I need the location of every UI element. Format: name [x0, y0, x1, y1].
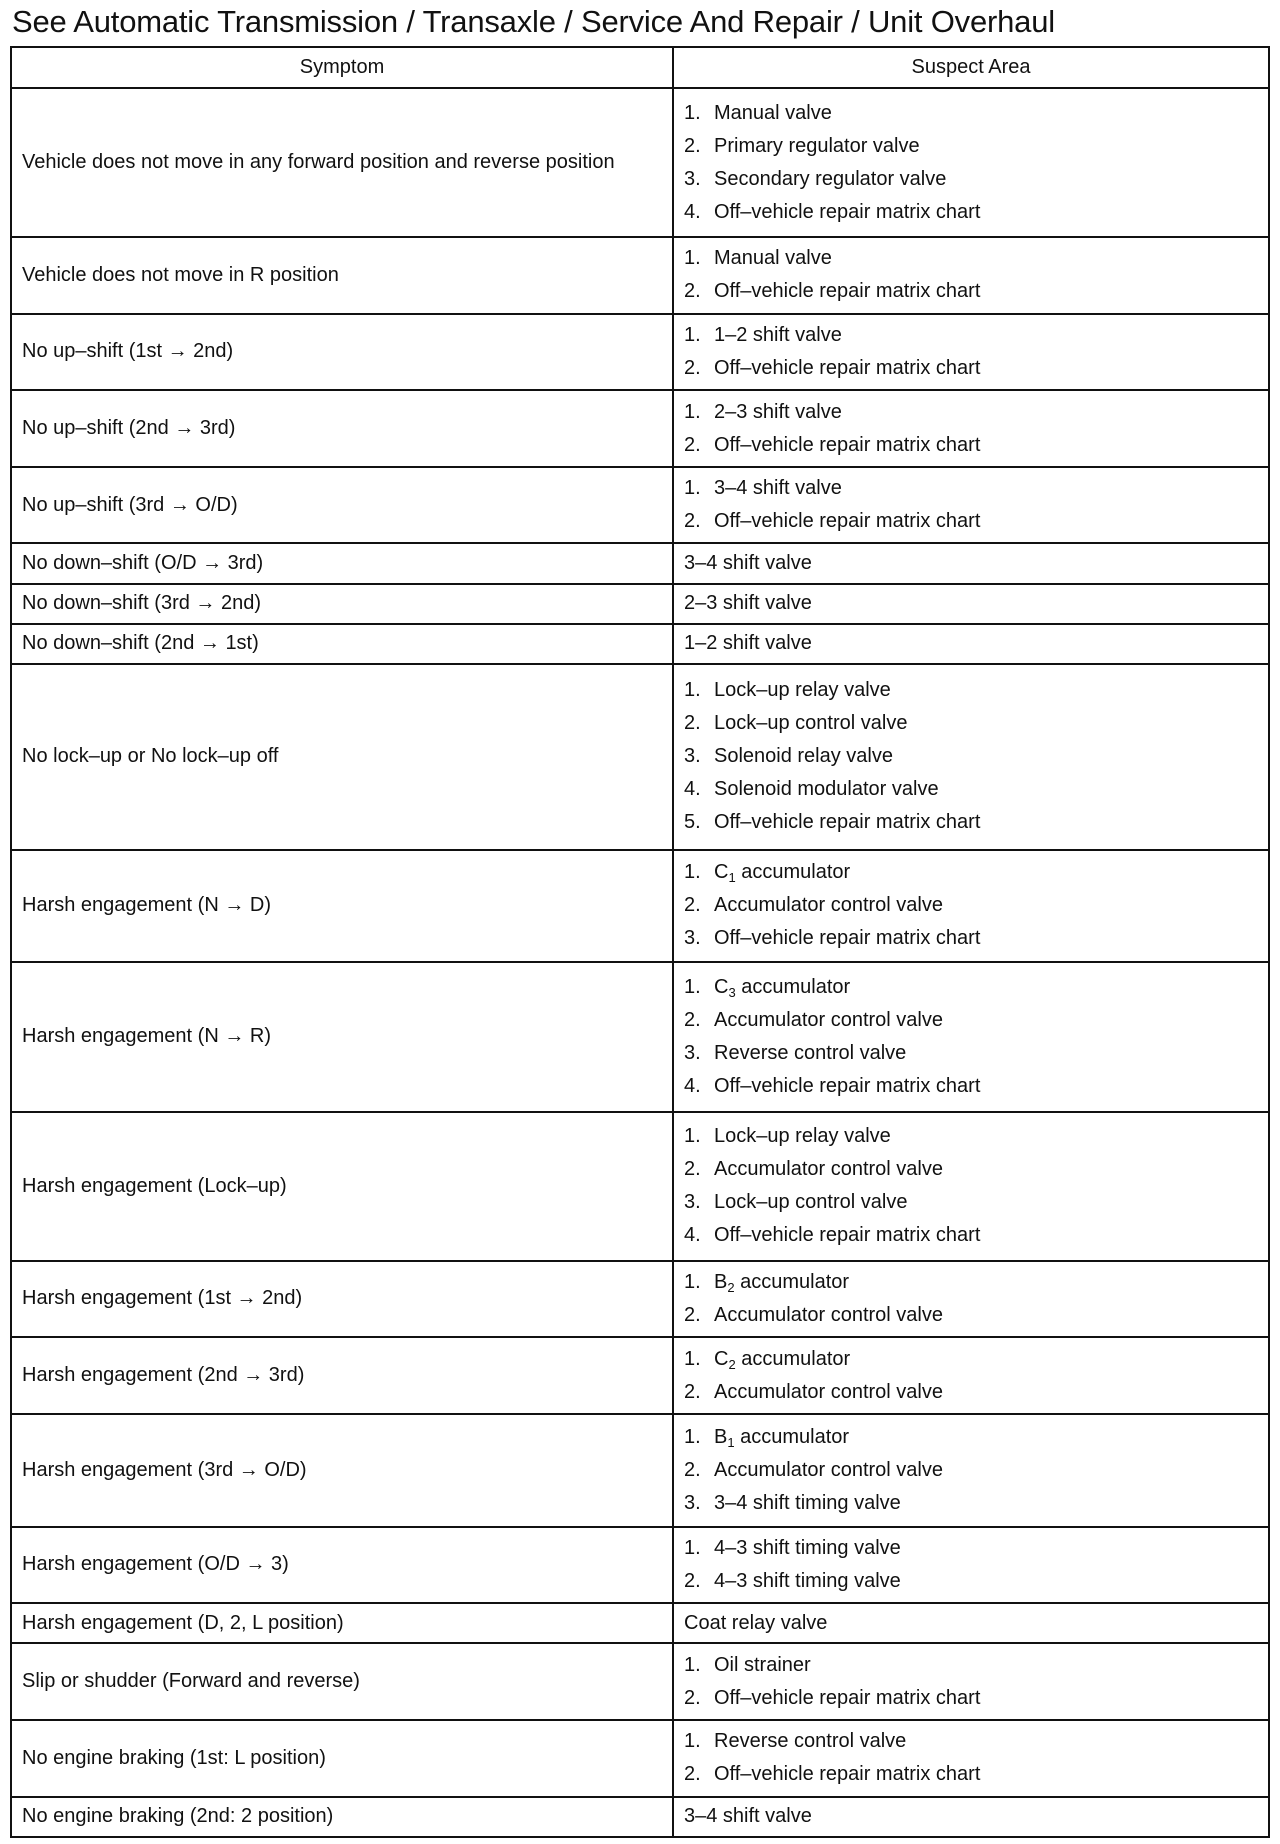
- suspect-item: [684, 1266, 1258, 1299]
- item-text: [714, 1421, 849, 1454]
- item-number: 2.: [684, 1458, 701, 1481]
- suspect-item: [684, 627, 1258, 660]
- item-text: [714, 740, 893, 773]
- item-text: [714, 971, 850, 1004]
- item-number: 4.: [684, 1224, 701, 1247]
- item-number: 3.: [684, 1041, 701, 1064]
- item-number: 1.: [684, 1536, 701, 1559]
- table-row: [11, 584, 1269, 624]
- item-text-main: 2–3 shift valve: [714, 400, 842, 423]
- item-text-suffix: accumulator: [735, 975, 851, 998]
- item-text: [714, 674, 891, 707]
- item-text-main: Primary regulator valve: [714, 134, 920, 157]
- suspect-item: [684, 242, 1258, 275]
- table-row: [11, 237, 1269, 314]
- item-text: [714, 1004, 943, 1037]
- item-text: [714, 1186, 907, 1219]
- symptom-cell: No down–shift (O/D → 3rd): [11, 543, 673, 583]
- symptom-cell: Harsh engagement (N → R): [11, 962, 673, 1111]
- item-text: [714, 1532, 901, 1565]
- suspect-area-cell: [673, 1261, 1269, 1338]
- item-text: [714, 1487, 901, 1520]
- item-text-main: Accumulator control valve: [714, 1380, 943, 1403]
- item-text-main: Solenoid relay valve: [714, 745, 893, 768]
- item-text: [714, 1454, 943, 1487]
- page-title: See Automatic Transmission / Transaxle / Service And Repair / Unit Overhaul: [12, 4, 1055, 39]
- item-text: [714, 1649, 811, 1682]
- table-row: [11, 467, 1269, 544]
- item-number: 1.: [684, 975, 701, 998]
- item-number: 1.: [684, 1125, 701, 1148]
- item-text-main: Off–vehicle repair matrix chart: [714, 811, 981, 834]
- suspect-area-cell: [673, 314, 1269, 391]
- symptom-cell: Vehicle does not move in any forward position and reverse position: [11, 88, 673, 237]
- suspect-item: [684, 163, 1258, 196]
- symptom-cell: No lock–up or No lock–up off: [11, 664, 673, 849]
- suspect-item: [684, 97, 1258, 130]
- item-number: 3.: [684, 1491, 701, 1514]
- suspect-item: [684, 472, 1258, 505]
- suspect-item: [684, 1376, 1258, 1409]
- suspect-area-column-header: Suspect Area: [673, 47, 1269, 88]
- item-subscript: 1: [727, 1434, 735, 1450]
- item-text-main: 1–2 shift valve: [714, 323, 842, 346]
- item-subscript: 3: [728, 984, 736, 1000]
- item-number: 2.: [684, 894, 701, 917]
- item-text-main: 1–2 shift valve: [684, 632, 812, 655]
- item-text-main: C: [714, 975, 729, 998]
- suspect-item: [684, 396, 1258, 429]
- suspect-item: [684, 1153, 1258, 1186]
- item-text-main: Lock–up control valve: [714, 712, 908, 735]
- table-row: [11, 1720, 1269, 1797]
- item-text-main: Off–vehicle repair matrix chart: [714, 1074, 981, 1097]
- item-text-main: Off–vehicle repair matrix chart: [714, 927, 981, 950]
- item-text: [714, 889, 943, 922]
- item-text-main: Off–vehicle repair matrix chart: [714, 200, 981, 223]
- symptom-cell: Harsh engagement (O/D → 3): [11, 1527, 673, 1604]
- item-number: 2.: [684, 1008, 701, 1031]
- table-row: [11, 1797, 1269, 1837]
- symptom-cell: Harsh engagement (Lock–up): [11, 1112, 673, 1261]
- item-text: [684, 1607, 827, 1640]
- item-text: [714, 1565, 901, 1598]
- item-text-main: Off–vehicle repair matrix chart: [714, 433, 981, 456]
- suspect-area-cell: [673, 1414, 1269, 1527]
- suspect-area-cell: [673, 1337, 1269, 1414]
- item-number: 1.: [684, 1653, 701, 1676]
- item-text-suffix: accumulator: [735, 861, 851, 884]
- item-number: 2.: [684, 1158, 701, 1181]
- item-text-main: Off–vehicle repair matrix chart: [714, 510, 981, 533]
- item-number: 2.: [684, 510, 701, 533]
- symptom-cell: Harsh engagement (3rd → O/D): [11, 1414, 673, 1527]
- item-number: 2.: [684, 433, 701, 456]
- item-text: [714, 1070, 980, 1103]
- item-text: [714, 1153, 943, 1186]
- item-text-main: Lock–up relay valve: [714, 679, 891, 702]
- suspect-item: [684, 889, 1258, 922]
- item-text: [714, 1266, 849, 1299]
- item-text-main: 3–4 shift valve: [684, 1805, 812, 1828]
- suspect-item: [684, 1532, 1258, 1565]
- item-text: [714, 856, 850, 889]
- suspect-item: [684, 922, 1258, 955]
- item-text-main: Solenoid modulator valve: [714, 778, 939, 801]
- suspect-area-cell: [673, 624, 1269, 664]
- symptom-cell: Vehicle does not move in R position: [11, 237, 673, 314]
- suspect-item: [684, 1758, 1258, 1791]
- item-text: [714, 806, 980, 839]
- item-number: 3.: [684, 167, 701, 190]
- item-text: [684, 1800, 812, 1833]
- suspect-item: [684, 1607, 1258, 1640]
- item-text: [714, 1219, 980, 1252]
- item-text: [714, 352, 980, 385]
- item-text: [714, 97, 832, 130]
- item-number: 1.: [684, 1425, 701, 1448]
- item-number: 2.: [684, 1686, 701, 1709]
- item-text-suffix: accumulator: [735, 1347, 851, 1370]
- symptom-cell: No down–shift (3rd → 2nd): [11, 584, 673, 624]
- item-number: 1.: [684, 1347, 701, 1370]
- item-subscript: 2: [727, 1279, 735, 1295]
- suspect-area-cell: [673, 1643, 1269, 1720]
- item-number: 2.: [684, 356, 701, 379]
- table-row: [11, 1261, 1269, 1338]
- symptom-cell: Harsh engagement (1st → 2nd): [11, 1261, 673, 1338]
- suspect-item: [684, 1219, 1258, 1252]
- suspect-item: [684, 505, 1258, 538]
- suspect-item: [684, 587, 1258, 620]
- item-text: [714, 922, 980, 955]
- suspect-item: [684, 1299, 1258, 1332]
- item-text-main: Accumulator control valve: [714, 1458, 943, 1481]
- item-number: 1.: [684, 247, 701, 270]
- item-number: 4.: [684, 200, 701, 223]
- suspect-item: [684, 352, 1258, 385]
- item-number: 3.: [684, 1191, 701, 1214]
- symptom-cell: No down–shift (2nd → 1st): [11, 624, 673, 664]
- item-text-main: 3–4 shift timing valve: [714, 1491, 901, 1514]
- suspect-area-cell: [673, 962, 1269, 1111]
- table-row: [11, 664, 1269, 849]
- table-row: [11, 1643, 1269, 1720]
- symptom-cell: Harsh engagement (N → D): [11, 850, 673, 963]
- item-number: 1.: [684, 1730, 701, 1753]
- suspect-area-cell: [673, 850, 1269, 963]
- suspect-item: [684, 1565, 1258, 1598]
- item-number: 1.: [684, 477, 701, 500]
- suspect-item: [684, 1070, 1258, 1103]
- item-text-main: Off–vehicle repair matrix chart: [714, 356, 981, 379]
- symptom-cell: Harsh engagement (D, 2, L position): [11, 1603, 673, 1643]
- item-subscript: 1: [728, 870, 736, 886]
- symptom-cell: No engine braking (1st: L position): [11, 1720, 673, 1797]
- table-row: [11, 1337, 1269, 1414]
- symptom-cell: Harsh engagement (2nd → 3rd): [11, 1337, 673, 1414]
- suspect-item: [684, 1186, 1258, 1219]
- item-number: 2.: [684, 1763, 701, 1786]
- item-text-main: B: [714, 1425, 728, 1448]
- table-row: [11, 1112, 1269, 1261]
- item-number: 1.: [684, 400, 701, 423]
- table-row: [11, 1414, 1269, 1527]
- suspect-area-cell: [673, 390, 1269, 467]
- suspect-area-cell: [673, 88, 1269, 237]
- symptom-column-header: Symptom: [11, 47, 673, 88]
- table-row: [11, 624, 1269, 664]
- suspect-area-cell: [673, 467, 1269, 544]
- item-text-main: B: [714, 1270, 728, 1293]
- item-text-main: Accumulator control valve: [714, 1303, 943, 1326]
- item-text-main: Secondary regulator valve: [714, 167, 947, 190]
- item-subscript: 2: [728, 1356, 736, 1372]
- suspect-item: [684, 707, 1258, 740]
- item-text: [714, 1758, 980, 1791]
- suspect-area-cell: [673, 1603, 1269, 1643]
- table-row: [11, 850, 1269, 963]
- item-text: [714, 707, 907, 740]
- item-text-main: 4–3 shift timing valve: [714, 1569, 901, 1592]
- table-row: [11, 314, 1269, 391]
- suspect-item: [684, 1120, 1258, 1153]
- item-number: 1.: [684, 1270, 701, 1293]
- item-number: 4.: [684, 1074, 701, 1097]
- suspect-area-cell: [673, 664, 1269, 849]
- item-number: 3.: [684, 745, 701, 768]
- item-text: [714, 1299, 943, 1332]
- suspect-item: [684, 275, 1258, 308]
- item-text: [714, 1682, 980, 1715]
- item-text: [714, 130, 920, 163]
- suspect-item: [684, 773, 1258, 806]
- item-text-main: Off–vehicle repair matrix chart: [714, 1224, 981, 1247]
- item-number: 2.: [684, 712, 701, 735]
- item-text-main: Off–vehicle repair matrix chart: [714, 1763, 981, 1786]
- item-number: 2.: [684, 1380, 701, 1403]
- suspect-item: [684, 429, 1258, 462]
- item-text-main: Manual valve: [714, 101, 832, 124]
- suspect-item: [684, 130, 1258, 163]
- item-number: 1.: [684, 101, 701, 124]
- item-text-main: 3–4 shift valve: [714, 477, 842, 500]
- suspect-item: [684, 971, 1258, 1004]
- suspect-item: [684, 1682, 1258, 1715]
- suspect-item: [684, 1649, 1258, 1682]
- suspect-item: [684, 674, 1258, 707]
- table-row: [11, 1527, 1269, 1604]
- diagnosis-table: [10, 46, 1270, 1838]
- suspect-area-cell: [673, 1720, 1269, 1797]
- item-text: [714, 1725, 906, 1758]
- item-number: 1.: [684, 679, 701, 702]
- item-text-main: Coat relay valve: [684, 1611, 828, 1634]
- item-text-main: C: [714, 861, 729, 884]
- item-text-main: Manual valve: [714, 247, 832, 270]
- suspect-item: [684, 1343, 1258, 1376]
- item-text-main: Reverse control valve: [714, 1730, 907, 1753]
- suspect-item: [684, 806, 1258, 839]
- symptom-cell: No engine braking (2nd: 2 position): [11, 1797, 673, 1837]
- item-number: 3.: [684, 927, 701, 950]
- item-text: [714, 163, 946, 196]
- item-text-main: Accumulator control valve: [714, 1158, 943, 1181]
- item-text-main: C: [714, 1347, 729, 1370]
- table-row: [11, 390, 1269, 467]
- item-text-main: 3–4 shift valve: [684, 551, 812, 574]
- item-text-main: Off–vehicle repair matrix chart: [714, 280, 981, 303]
- suspect-area-cell: [673, 1527, 1269, 1604]
- suspect-item: [684, 856, 1258, 889]
- item-text: [714, 1037, 906, 1070]
- suspect-area-cell: [673, 1797, 1269, 1837]
- item-text: [714, 1376, 943, 1409]
- item-text-main: Oil strainer: [714, 1653, 811, 1676]
- item-text: [714, 275, 980, 308]
- item-text: [714, 1120, 891, 1153]
- item-text: [714, 196, 980, 229]
- item-number: 2.: [684, 1569, 701, 1592]
- item-text: [714, 505, 980, 538]
- suspect-item: [684, 1487, 1258, 1520]
- item-text-main: 2–3 shift valve: [684, 592, 812, 615]
- item-text: [684, 627, 812, 660]
- item-text: [714, 472, 842, 505]
- item-text: [684, 587, 812, 620]
- suspect-item: [684, 319, 1258, 352]
- item-number: 2.: [684, 134, 701, 157]
- item-text-suffix: accumulator: [734, 1425, 850, 1448]
- item-number: 2.: [684, 1303, 701, 1326]
- symptom-cell: No up–shift (1st → 2nd): [11, 314, 673, 391]
- item-number: 2.: [684, 280, 701, 303]
- item-text: [714, 396, 842, 429]
- symptom-cell: Slip or shudder (Forward and reverse): [11, 1643, 673, 1720]
- item-text-main: Off–vehicle repair matrix chart: [714, 1686, 981, 1709]
- table-row: [11, 1603, 1269, 1643]
- suspect-item: [684, 1454, 1258, 1487]
- table-row: [11, 543, 1269, 583]
- item-text: [684, 547, 812, 580]
- symptom-cell: No up–shift (3rd → O/D): [11, 467, 673, 544]
- item-text: [714, 319, 842, 352]
- suspect-item: [684, 196, 1258, 229]
- table-body: [11, 88, 1269, 1837]
- item-text-main: Lock–up relay valve: [714, 1125, 891, 1148]
- suspect-area-cell: [673, 584, 1269, 624]
- suspect-item: [684, 1037, 1258, 1070]
- item-text: [714, 242, 832, 275]
- item-number: 1.: [684, 861, 701, 884]
- item-text-main: Reverse control valve: [714, 1041, 907, 1064]
- suspect-item: [684, 740, 1258, 773]
- table-row: [11, 962, 1269, 1111]
- item-number: 5.: [684, 811, 701, 834]
- suspect-item: [684, 1421, 1258, 1454]
- suspect-area-cell: [673, 543, 1269, 583]
- item-text-main: Lock–up control valve: [714, 1191, 908, 1214]
- item-number: 4.: [684, 778, 701, 801]
- item-text-main: 4–3 shift timing valve: [714, 1536, 901, 1559]
- item-text: [714, 429, 980, 462]
- suspect-item: [684, 1004, 1258, 1037]
- item-text-main: Accumulator control valve: [714, 894, 943, 917]
- table-header-row: [11, 47, 1269, 88]
- item-text: [714, 773, 939, 806]
- suspect-item: [684, 1725, 1258, 1758]
- suspect-area-cell: [673, 1112, 1269, 1261]
- item-text: [714, 1343, 850, 1376]
- suspect-area-cell: [673, 237, 1269, 314]
- item-text-main: Accumulator control valve: [714, 1008, 943, 1031]
- item-text-suffix: accumulator: [734, 1270, 850, 1293]
- symptom-cell: No up–shift (2nd → 3rd): [11, 390, 673, 467]
- table-row: [11, 88, 1269, 237]
- suspect-item: [684, 547, 1258, 580]
- item-number: 1.: [684, 323, 701, 346]
- suspect-item: [684, 1800, 1258, 1833]
